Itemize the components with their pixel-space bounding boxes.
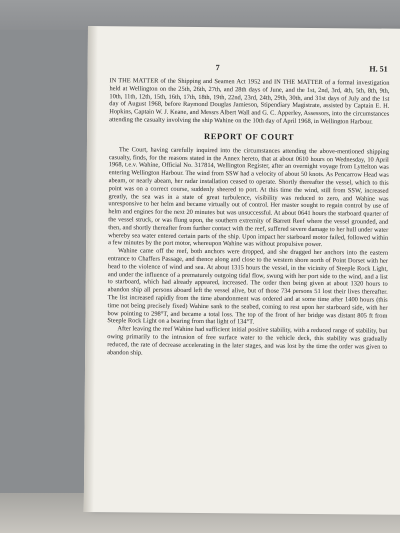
page-gutter <box>84 26 98 512</box>
background-top <box>0 0 400 30</box>
report-heading: REPORT OF COURT <box>203 130 295 142</box>
intro-paragraph: IN THE MATTER of the Shipping and Seamen Act 1952 and IN THE MATTER of a formal investigation held at Wellington on the 25th, 26th, 27th, and 28th days of June, and the 1st, 2nd, 3rd, 4th, 5th, 8th, 9th, 10th, 11th, 12th, 15th, 16th, 17th, 18th, 19th, 22nd, 23rd, 24th, 29th, 30th, and 31st days of July and the 1st day of August 1968, before Raymond Douglas Jamieson, Stipendiary Magistrate, assisted by Captain E. H. Hopkins, Captain W. J. Keane, and Messrs Albert Wall and G. C. Apperley, Assessors, into the circumstances attending the casualty involving the ship Wahine on the 10th day of April 1968, in Wellington Harbour. <box>109 77 390 126</box>
body-paragraph-1: The Court, having carefully inquired into the circumstances attending the above-mentioned shipping casualty, finds, for the reasons stated in the Annex hereto, that at about 0610 hours on Wednesday, 10 April 1968, t.e.v. Wahine, Official No. 317814, Wellington Register, after an overnight voyage from Lyttelton was entering Wellington Harbour. The wind from SSW had a velocity of about 50 knots. As Pencarrow Head was abeam, or nearly abeam, her radar installation ceased to operate. Shortly thereafter the vessel, which to this point was on a correct course, suddenly sheered to port. At this time the wind, still from SSW, increased greatly, the sea was in a state of great turbulence, visibility was reduced to zero, and Wahine was unresponsive to her helm and became virtually out of control. Her master sought to regain control by use of helm and engines for the next 20 minutes but was unsuccessful. At about 0641 hours the starboard quarter of the vessel struck, or was flung upon, the southern extremity of Barrett Reef where the vessel grounded, and then, and shortly thereafter from further contact with the reef, suffered severe damage to her hull under water whereby sea water entered certain parts of the ship. Upon impact her starboard motor failed, followed within a few minutes by the port motor, whereupon Wahine was without propulsive power. <box>108 146 389 249</box>
body-paragraph-2: Wahine came off the reef, both anchors were dropped, and she dragged her anchors into the eastern entrance to Chaffers Passage, and thence along and close to the western shore north of Point Dorset with her head to the violence of wind and sea. At about 1315 hours the vessel, in the vicinity of Steeple Rock Light, and under the influence of a prematurely outgoing tidal flow, swung with her port side to the wind, and a list to starboard, which had already appeared, increased. The order then being given at about 1320 hours to abandon ship all persons aboard left the vessel alive, but of those 734 persons 51 lost their lives thereafter. The list increased rapidly from the time abandonment was ordered and at some time after 1400 hours (this time not being precisely fixed) Wahine sank to the seabed, coming to rest upon her starboard side, with her bow pointing to 298°T, and became a total loss. The top of the front of her bridge was distant 805 ft from Steeple Rock Light on a bearing from that light of 134°T. <box>107 247 389 326</box>
page-header <box>110 62 390 73</box>
document-page <box>84 26 400 515</box>
page-number: 7 <box>215 63 220 73</box>
document-reference: H. 51 <box>369 64 388 74</box>
body-paragraph-3: After leaving the reef Wahine had sufficient initial positive stability, with a reduced range of stability, but owing primarily to the intrusion of free surface water to the vehicle deck, this stability was gradually reduced, the rate of decrease accelerating in the later stages, and was lost by the time the order was given to abandon ship. <box>107 325 388 356</box>
